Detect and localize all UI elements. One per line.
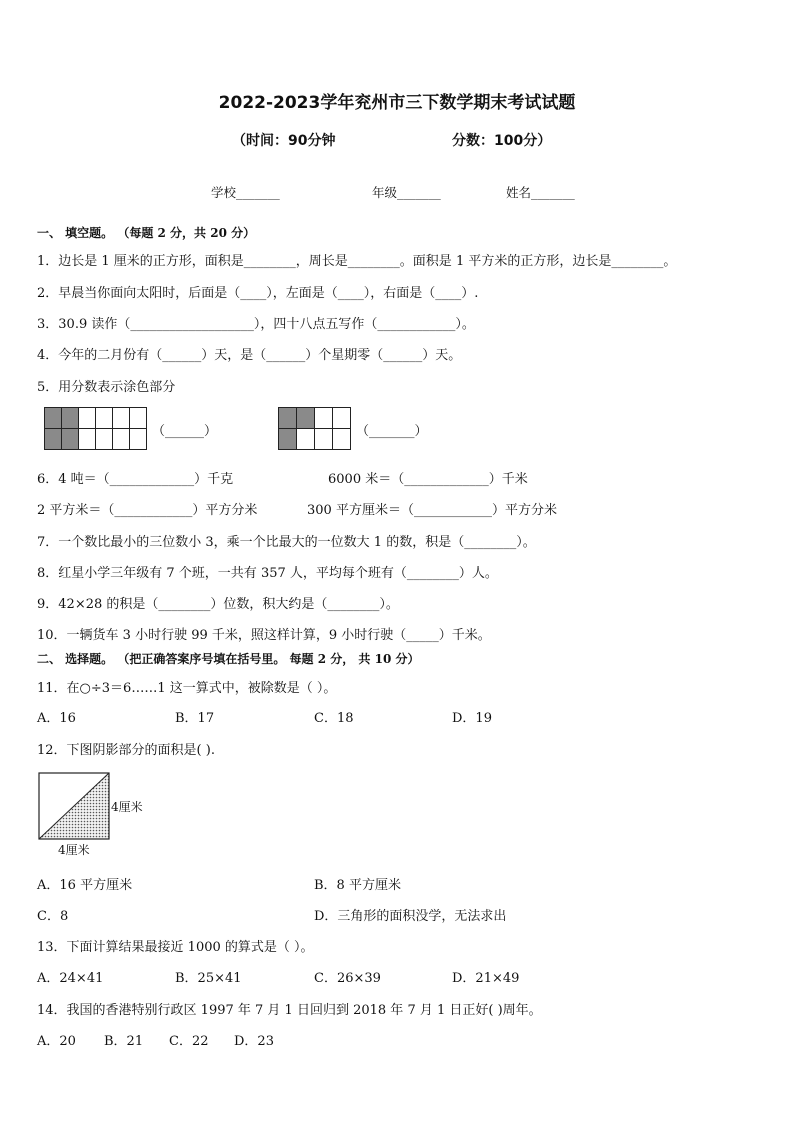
q13-option-b[interactable]: B．25×41 — [175, 971, 242, 986]
q5-answer-blank-a[interactable]: （______） — [152, 424, 218, 439]
question-5: 5．用分数表示涂色部分 — [37, 380, 176, 395]
shaded-cell — [279, 408, 297, 429]
question-13: 13．下面计算结果最接近 1000 的算式是（ ）。 — [37, 940, 314, 955]
q13-option-a[interactable]: A．24×41 — [37, 971, 104, 986]
q11-option-d[interactable]: D．19 — [452, 711, 492, 726]
shaded-cell — [297, 408, 315, 429]
grid-cell — [315, 429, 333, 450]
question-7: 7．一个数比最小的三位数小 3，乘一个比最大的一位数大 1 的数，积是（________）。 — [37, 535, 536, 550]
grid-cell — [96, 408, 113, 429]
page-title: 2022-2023学年兖州市三下数学期末考试试题 — [218, 93, 576, 113]
q14-option-d[interactable]: D．23 — [234, 1034, 274, 1049]
q12-side-label-right: 4厘米 — [111, 800, 143, 814]
question-1: 1．边长是 1 厘米的正方形，面积是________，周长是________。面积是 1 平方米的正方形，边长是________。 — [37, 254, 677, 269]
q13-option-d[interactable]: D．21×49 — [452, 971, 520, 986]
question-10: 10．一辆货车 3 小时行驶 99 千米，照这样计算，9 小时行驶（_____）千米。 — [37, 628, 491, 643]
name-field[interactable]: 姓名_______ — [506, 185, 575, 200]
question-14: 14．我国的香港特别行政区 1997 年 7 月 1 日回归到 2018 年 7 月 1 日正好( )周年。 — [37, 1003, 542, 1018]
exam-time: （时间：90分钟 — [232, 133, 336, 149]
question-12: 12．下图阴影部分的面积是( ). — [37, 743, 215, 758]
shaded-cell — [62, 408, 79, 429]
q12-option-d[interactable]: D．三角形的面积没学，无法求出 — [314, 909, 507, 924]
grid-cell — [96, 429, 113, 450]
q12-option-b[interactable]: B．8 平方厘米 — [314, 878, 401, 893]
q14-option-a[interactable]: A．20 — [37, 1034, 76, 1049]
q12-option-c[interactable]: C．8 — [37, 909, 69, 924]
shaded-cell — [45, 408, 62, 429]
question-9: 9．42×28 的积是（________）位数，积大约是（________）。 — [37, 597, 399, 612]
question-6d: 300 平方厘米＝（____________）平方分米 — [307, 503, 557, 518]
section-2-heading: 二、 选择题。 （把正确答案序号填在括号里。 每题 2 分， 共 10 分） — [37, 652, 420, 666]
grid-cell — [79, 408, 96, 429]
shaded-cell — [279, 429, 297, 450]
q14-option-c[interactable]: C．22 — [169, 1034, 209, 1049]
q12-option-a[interactable]: A．16 平方厘米 — [37, 878, 133, 893]
grid-cell — [130, 429, 147, 450]
grid-cell — [113, 429, 130, 450]
school-field[interactable]: 学校_______ — [211, 185, 280, 200]
grade-field[interactable]: 年级_______ — [372, 185, 441, 200]
q5-answer-blank-b[interactable]: （_______） — [356, 424, 428, 439]
fraction-grid-a — [44, 407, 147, 450]
section-1-heading: 一、 填空题。 （每题 2 分，共 20 分） — [37, 226, 256, 240]
q12-shaded-square-figure — [38, 772, 110, 840]
grid-cell — [315, 408, 333, 429]
shaded-cell — [45, 429, 62, 450]
question-6c: 2 平方米＝（____________）平方分米 — [37, 503, 258, 518]
grid-cell — [333, 408, 351, 429]
q11-option-a[interactable]: A．16 — [37, 711, 76, 726]
question-8: 8．红星小学三年级有 7 个班，一共有 357 人，平均每个班有（________）人。 — [37, 566, 498, 581]
grid-cell — [297, 429, 315, 450]
grid-cell — [130, 408, 147, 429]
grid-cell — [333, 429, 351, 450]
q11-option-c[interactable]: C．18 — [314, 711, 354, 726]
exam-score: 分数：100分） — [452, 133, 552, 149]
shaded-cell — [62, 429, 79, 450]
q13-option-c[interactable]: C．26×39 — [314, 971, 381, 986]
fraction-grid-b — [278, 407, 351, 450]
q14-option-b[interactable]: B．21 — [104, 1034, 144, 1049]
question-4: 4．今年的二月份有（______）天，是（______）个星期零（______）天。 — [37, 348, 462, 363]
question-6a: 6．4 吨＝（_____________）千克 — [37, 472, 234, 487]
grid-cell — [113, 408, 130, 429]
q12-side-label-bottom: 4厘米 — [58, 843, 90, 857]
question-2: 2．早晨当你面向太阳时，后面是（____），左面是（____），右面是（____）. — [37, 286, 479, 301]
q11-option-b[interactable]: B．17 — [175, 711, 215, 726]
question-11: 11．在○÷3＝6……1 这一算式中，被除数是（ ）。 — [37, 681, 337, 696]
grid-cell — [79, 429, 96, 450]
question-6b: 6000 米＝（_____________）千米 — [328, 472, 528, 487]
question-3: 3．30.9 读作（___________________），四十八点五写作（____________）。 — [37, 317, 475, 332]
